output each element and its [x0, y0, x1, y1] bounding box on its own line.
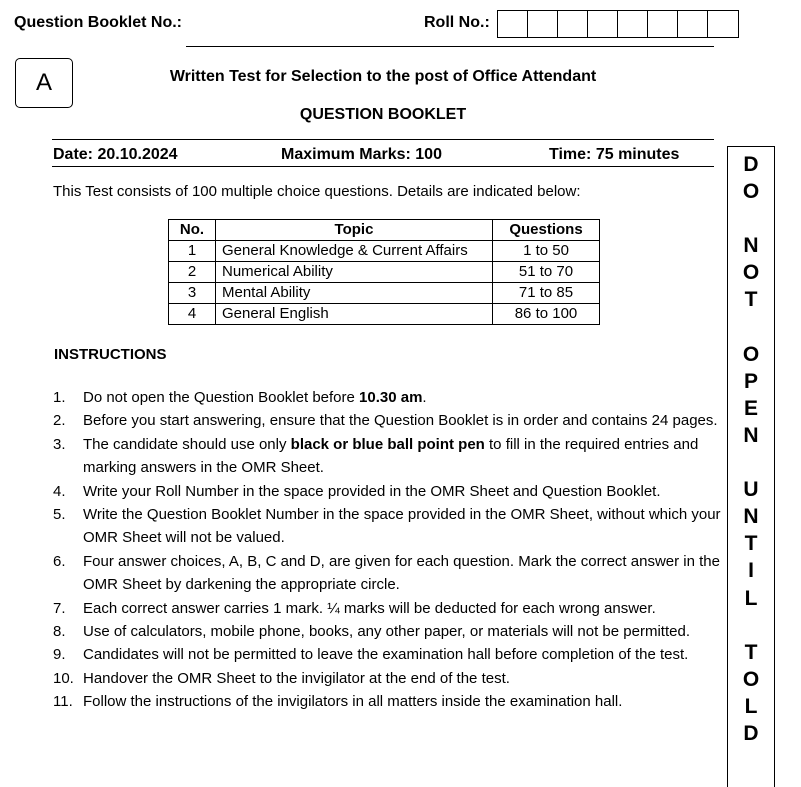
header-divider [186, 46, 714, 47]
roll-digit-box [618, 11, 648, 37]
roll-digit-box [528, 11, 558, 37]
instruction-text: Before you start answering, ensure that the Question Booklet is in order and contains 24 pages. [83, 412, 718, 430]
cell-questions: 51 to 70 [493, 262, 600, 283]
instruction-number: 10. [53, 669, 74, 687]
instruction-item [53, 643, 723, 666]
banner-letter: O [742, 667, 760, 691]
banner-letter: O [742, 342, 760, 366]
instruction-text: Four answer choices, A, B, C and D, are given for each question. Mark the correct answer in the OMR Sheet by darkening the appropriate circle. [83, 552, 720, 594]
banner-letter: N [743, 423, 759, 447]
booklet-heading: QUESTION BOOKLET [299, 106, 467, 123]
banner-letter: O [742, 180, 760, 204]
roll-digit-box [648, 11, 678, 37]
banner-letter: T [744, 532, 758, 556]
instructions-heading: INSTRUCTIONS [54, 346, 167, 363]
instruction-item [53, 597, 723, 620]
instruction-item [53, 480, 723, 503]
banner-letter: N [743, 505, 759, 529]
banner-letter: E [743, 396, 758, 420]
instruction-text: . [422, 389, 427, 406]
table-header-row [169, 220, 600, 241]
banner-letter: T [744, 288, 758, 312]
booklet-number-label: Question Booklet No.: [14, 14, 182, 31]
banner-letter: D [743, 721, 759, 745]
banner-letter [728, 449, 774, 476]
instruction-text: to fill in the required entries and marking answers in the OMR Sheet. [83, 435, 699, 477]
instruction-item [53, 620, 723, 643]
roll-digit-box [588, 11, 618, 37]
banner-letter: L [744, 694, 758, 718]
banner-letter: U [743, 478, 759, 502]
instruction-text: Candidates will not be permitted to leave the examination hall before completion of the test. [83, 646, 689, 664]
cell-no: 4 [169, 304, 216, 325]
instruction-number: 8. [53, 623, 66, 641]
instruction-number: 1. [53, 389, 66, 406]
instruction-text: Each correct answer carries 1 mark. ¼ marks will be deducted for each wrong answer. [83, 599, 656, 617]
roll-digit-box [708, 11, 738, 37]
do-not-open-banner [727, 146, 775, 787]
header-questions: Questions [493, 220, 600, 241]
max-marks: Maximum Marks: 100 [281, 146, 442, 163]
banner-letter: D [743, 153, 759, 176]
instruction-item [53, 433, 723, 480]
table-row [169, 262, 600, 283]
cell-questions: 1 to 50 [493, 241, 600, 262]
banner-letter [728, 612, 774, 639]
booklet-series-box: A [15, 58, 73, 108]
cell-topic: General English [216, 304, 493, 325]
instruction-number: 11. [53, 693, 73, 711]
topic-table [168, 219, 600, 325]
roll-digit-box [558, 11, 588, 37]
cell-no: 3 [169, 283, 216, 304]
table-row [169, 241, 600, 262]
instruction-item [53, 550, 723, 597]
instruction-text: 10.30 am [359, 389, 423, 406]
roll-digit-box [678, 11, 708, 37]
banner-letter [728, 314, 774, 341]
banner-letter: I [748, 559, 754, 583]
instruction-text: Follow the instructions of the invigilators in all matters inside the examination hall. [83, 693, 623, 711]
cell-no: 2 [169, 262, 216, 283]
instruction-item [53, 690, 723, 713]
exam-date: Date: 20.10.2024 [53, 146, 178, 163]
header-topic: Topic [216, 220, 493, 241]
banner-letters [728, 151, 774, 747]
instruction-text: Use of calculators, mobile phone, books, any other paper, or materials will not be permitted. [83, 623, 690, 641]
instruction-text: Handover the OMR Sheet to the invigilator at the end of the test. [83, 669, 510, 687]
roll-digit-box [498, 11, 528, 37]
instruction-item [53, 503, 723, 550]
instruction-number: 3. [53, 435, 66, 453]
banner-letter: T [744, 640, 758, 664]
exam-time: Time: 75 minutes [549, 146, 680, 163]
intro-text: This Test consists of 100 multiple choice questions. Details are indicated below: [53, 183, 581, 200]
instruction-text: Write the Question Booklet Number in the space provided in the OMR Sheet, without which your OMR Sheet will not be valued. [83, 506, 721, 547]
cell-questions: 71 to 85 [493, 283, 600, 304]
cell-no: 1 [169, 241, 216, 262]
instruction-number: 4. [53, 482, 66, 500]
instructions-list [53, 386, 723, 714]
instruction-item [53, 667, 723, 690]
banner-letter: O [742, 261, 760, 285]
meta-top-rule [52, 139, 714, 140]
banner-letter: N [743, 234, 759, 258]
table-row [169, 283, 600, 304]
instruction-text: The candidate should use only [83, 435, 291, 453]
instruction-number: 9. [53, 646, 66, 664]
instruction-number: 7. [53, 599, 66, 617]
instruction-number: 5. [53, 506, 66, 524]
cell-topic: Numerical Ability [216, 262, 493, 283]
roll-number-boxes [497, 10, 739, 38]
meta-bottom-rule [52, 166, 714, 167]
table-row [169, 304, 600, 325]
cell-topic: General Knowledge & Current Affairs [216, 241, 493, 262]
instruction-text: Write your Roll Number in the space provided in the OMR Sheet and Question Booklet. [83, 482, 661, 500]
cell-questions: 86 to 100 [493, 304, 600, 325]
instruction-number: 6. [53, 552, 66, 570]
roll-number-label: Roll No.: [424, 14, 490, 31]
instruction-number: 2. [53, 412, 66, 430]
header-no: No. [169, 220, 216, 241]
instruction-item [53, 386, 723, 409]
cell-topic: Mental Ability [216, 283, 493, 304]
banner-letter: L [744, 586, 758, 610]
test-title: Written Test for Selection to the post of Office Attendant [169, 68, 597, 85]
instruction-item [53, 409, 723, 432]
instruction-text: Do not open the Question Booklet before [83, 389, 360, 406]
banner-letter [728, 205, 774, 232]
banner-letter: P [743, 369, 758, 393]
instruction-text: black or blue ball point pen [290, 435, 485, 453]
